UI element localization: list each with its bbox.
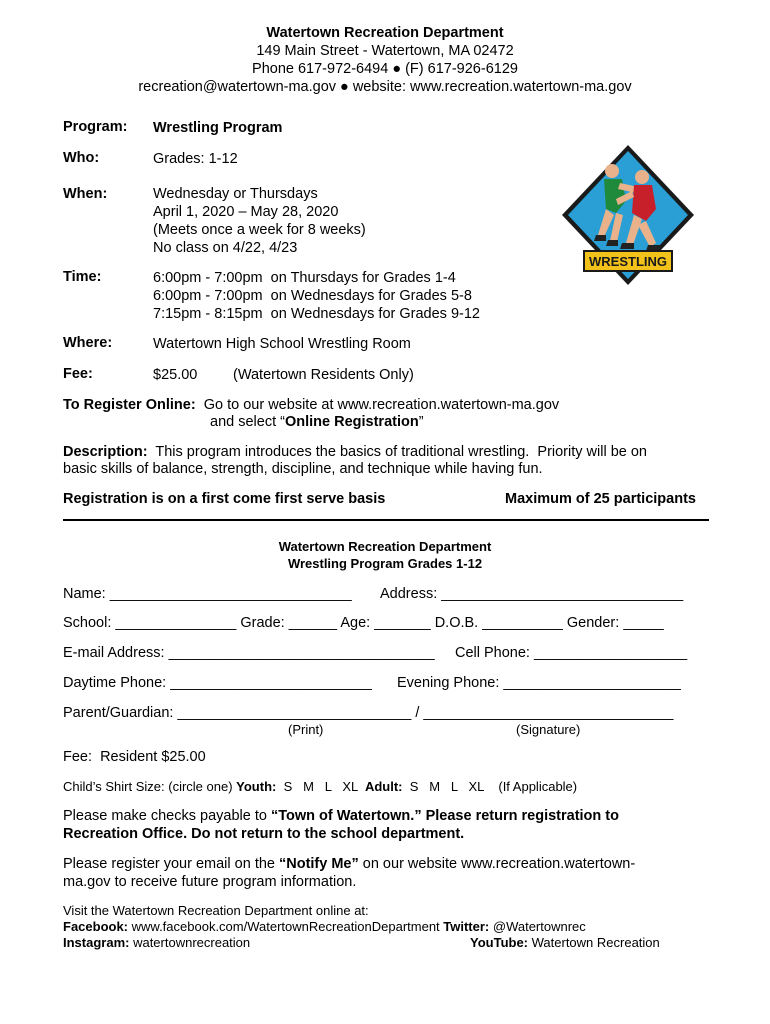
youth-label: Youth:	[236, 779, 277, 794]
org-address: 149 Main Street - Watertown, MA 02472	[256, 43, 514, 59]
time-line: 7:15pm - 8:15pm on Wednesdays for Grades 9-12	[153, 306, 480, 322]
org-contact: recreation@watertown-ma.gov ● website: www.recreation.watertown-ma.gov	[138, 79, 632, 95]
shirt-size-label: Child’s Shirt Size: (circle one)	[63, 779, 237, 794]
who-value: Grades: 1-12	[153, 151, 238, 167]
register-line-1	[63, 396, 559, 414]
checks-pre: Please make checks payable to	[63, 808, 271, 824]
first-come-note: Registration is on a first come first serve basis	[63, 491, 386, 507]
youtube-line	[470, 934, 660, 952]
adult-label: Adult:	[364, 779, 403, 794]
email-field[interactable]: E-mail Address: _________________________________	[63, 645, 435, 661]
org-phone: Phone 617-972-6494 ● (F) 617-926-6129	[252, 61, 518, 77]
wrestling-logo	[560, 143, 696, 289]
address-field[interactable]: Address: ______________________________	[380, 586, 684, 602]
when-line: April 1, 2020 – May 28, 2020	[153, 204, 339, 220]
checks-line-1	[63, 807, 619, 825]
when-line: (Meets once a week for 8 weeks)	[153, 222, 366, 238]
form-title-1: Watertown Recreation Department	[278, 539, 492, 554]
signature-caption: (Signature)	[516, 722, 581, 737]
name-field[interactable]: Name: ______________________________	[63, 586, 352, 602]
program-value: Wrestling Program	[153, 120, 283, 136]
register-label: To Register Online:	[63, 397, 196, 413]
resident-fee: Fee: Resident $25.00	[63, 749, 206, 765]
time-label: Time:	[63, 269, 102, 285]
register-select-post: ”	[418, 414, 424, 430]
form-title-2: Wrestling Program Grades 1-12	[287, 556, 483, 571]
parent-guardian-field[interactable]: Parent/Guardian: _____________________________ / _______________________________	[63, 705, 674, 721]
program-label: Program:	[63, 119, 128, 135]
divider	[63, 519, 709, 521]
notify-me: “Notify Me”	[279, 856, 359, 872]
who-label: Who:	[63, 150, 100, 166]
instagram-handle[interactable]: watertownrecreation	[129, 935, 251, 950]
adult-sizes[interactable]: S M L XL (If Applicable)	[402, 779, 578, 794]
facebook-label: Facebook:	[63, 919, 129, 934]
youth-sizes[interactable]: S M L XL	[276, 779, 365, 794]
instagram-line	[63, 934, 250, 952]
where-value: Watertown High School Wrestling Room	[153, 336, 411, 352]
register-line-2	[210, 413, 424, 431]
description-line-1	[63, 443, 647, 461]
register-select-pre: and select “	[210, 414, 285, 430]
youtube-channel[interactable]: Watertown Recreation	[528, 935, 660, 950]
time-line: 6:00pm - 7:00pm on Wednesdays for Grades 5-8	[153, 288, 472, 304]
where-label: Where:	[63, 335, 113, 351]
checks-line-2: Recreation Office. Do not return to the school department.	[63, 826, 465, 842]
description-label: Description:	[63, 444, 148, 460]
register-text: Go to our website at www.recreation.watertown-ma.gov	[203, 397, 560, 413]
evening-phone-field[interactable]: Evening Phone: ______________________	[397, 675, 681, 691]
fee-value: $25.00	[153, 367, 198, 383]
notify-post: on our website www.recreation.watertown-	[358, 856, 636, 872]
instagram-label: Instagram:	[63, 935, 130, 950]
maximum-note: Maximum of 25 participants	[505, 491, 696, 507]
facebook-link[interactable]: www.facebook.com/WatertownRecreationDepartment	[128, 919, 444, 934]
twitter-label: Twitter:	[443, 919, 490, 934]
notify-line-1	[63, 855, 635, 873]
when-line: No class on 4/22, 4/23	[153, 240, 298, 256]
cell-phone-field[interactable]: Cell Phone: ___________________	[455, 645, 688, 661]
visit-online: Visit the Watertown Recreation Department online at:	[63, 903, 369, 918]
notify-line-2: ma.gov to receive future program information.	[63, 874, 357, 890]
when-line: Wednesday or Thursdays	[153, 186, 318, 202]
time-line: 6:00pm - 7:00pm on Thursdays for Grades 1-4	[153, 270, 456, 286]
daytime-phone-field[interactable]: Daytime Phone: _________________________	[63, 675, 372, 691]
when-label: When:	[63, 186, 108, 202]
twitter-handle[interactable]: @Watertownrec	[489, 919, 586, 934]
description-text-1: This program introduces the basics of traditional wrestling. Priority will be on	[155, 444, 647, 460]
notify-pre: Please register your email on the	[63, 856, 279, 872]
shirt-size-line	[63, 778, 577, 796]
checks-payable: “Town of Watertown.” Please return registration to	[270, 808, 619, 824]
school-grade-age-dob-gender-fields[interactable]: School: _______________ Grade: ______ Age: _______ D.O.B. __________ Gender: _____	[63, 615, 664, 631]
fee-note: (Watertown Residents Only)	[233, 367, 414, 383]
online-registration: Online Registration	[284, 414, 419, 430]
logo-text: WRESTLING	[589, 254, 667, 269]
description-text-2: basic skills of balance, strength, discipline, and technique while having fun.	[63, 461, 543, 477]
org-title: Watertown Recreation Department	[266, 25, 504, 41]
fee-label: Fee:	[63, 366, 93, 382]
youtube-label: YouTube:	[470, 935, 529, 950]
print-caption: (Print)	[288, 722, 324, 737]
